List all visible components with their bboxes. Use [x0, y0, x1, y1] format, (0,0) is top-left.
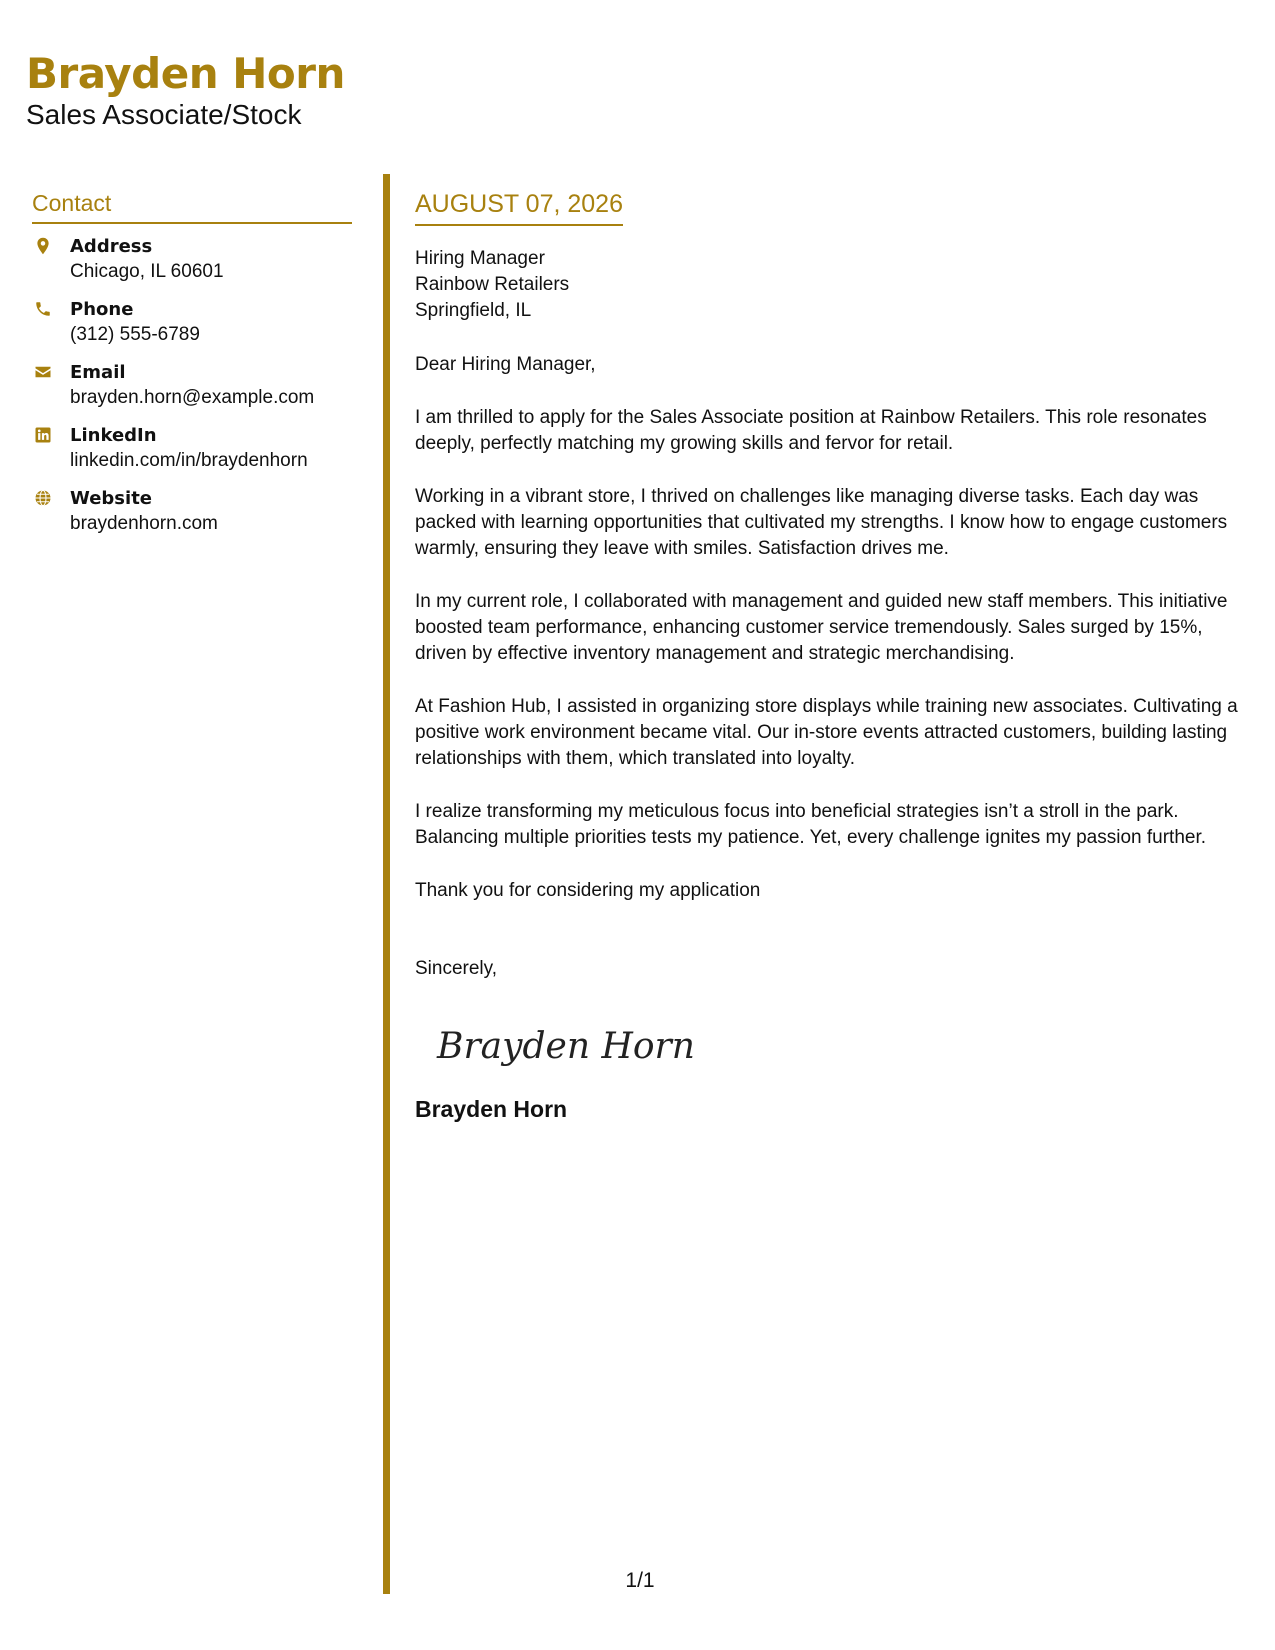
signer-name: Brayden Horn [415, 1096, 568, 1122]
contact-item-website [32, 486, 352, 549]
applicant-role: Sales Associate/Stock [26, 99, 302, 130]
contact-label: LinkedIn [70, 425, 157, 446]
applicant-name: Brayden Horn [26, 49, 345, 98]
contact-item-phone [32, 297, 352, 360]
phone-value: (312) 555-6789 [70, 324, 200, 345]
letter-date: AUGUST 07, 2026 [415, 190, 623, 218]
date-block [415, 190, 623, 226]
recipient-block [415, 246, 1255, 324]
vertical-divider [383, 174, 390, 1594]
paragraph: Working in a vibrant store, I thrived on challenges like managing diverse tasks. Each day was packed with learning opportunities that cultivated my strengths. I know how to engage customers warmly, ensuring they leave with smiles. Satisfaction drives me. [415, 486, 1228, 559]
contact-item-address [32, 234, 352, 297]
contact-title: Contact [32, 190, 352, 224]
paragraph: At Fashion Hub, I assisted in organizing store displays while training new associates. Cultivating a positive work environment became vital. Our in-store events attracted customers, building lasting relationships with them, which translated into loyalty. [415, 696, 1238, 769]
salutation: Dear Hiring Manager, [415, 354, 596, 375]
contact-label: Address [70, 236, 153, 257]
letter-body [415, 190, 1255, 1123]
contact-label: Website [70, 488, 153, 509]
linkedin-value: linkedin.com/in/braydenhorn [70, 450, 308, 471]
signature-text: Brayden Horn [437, 1026, 693, 1067]
paragraph: I realize transforming my meticulous focus into beneficial strategies isn’t a stroll in the park. Balancing multiple priorities tests my patience. Yet, every challenge ignites my passion further. [415, 801, 1207, 848]
paragraph: In my current role, I collaborated with management and guided new staff members. This initiative boosted team performance, enhancing customer service tremendously. Sales surged by 15%, driven by effective inventory management and strategic merchandising. [415, 591, 1228, 664]
globe-icon [32, 486, 70, 510]
handwritten-signature [433, 1018, 693, 1074]
envelope-icon [32, 360, 70, 384]
linkedin-icon [32, 423, 70, 447]
page-number: 1/1 [625, 1569, 655, 1592]
phone-icon [32, 297, 70, 321]
paragraph: I am thrilled to apply for the Sales Associate position at Rainbow Retailers. This role resonates deeply, perfectly matching my growing skills and fervor for retail. [415, 407, 1207, 454]
paragraph: Thank you for considering my application [415, 880, 761, 901]
location-pin-icon [32, 234, 70, 258]
header [26, 48, 626, 132]
contact-sidebar [32, 190, 352, 549]
address-value: Chicago, IL 60601 [70, 261, 224, 282]
contact-item-linkedin [32, 423, 352, 486]
recipient-line: Rainbow Retailers [415, 274, 570, 295]
contact-item-email [32, 360, 352, 423]
contact-list [32, 234, 352, 549]
email-value: brayden.horn@example.com [70, 387, 315, 408]
website-value: braydenhorn.com [70, 513, 218, 534]
closing: Sincerely, [415, 958, 498, 979]
recipient-line: Hiring Manager [415, 248, 545, 269]
contact-label: Email [70, 362, 126, 383]
contact-label: Phone [70, 299, 134, 320]
recipient-line: Springfield, IL [415, 300, 532, 321]
